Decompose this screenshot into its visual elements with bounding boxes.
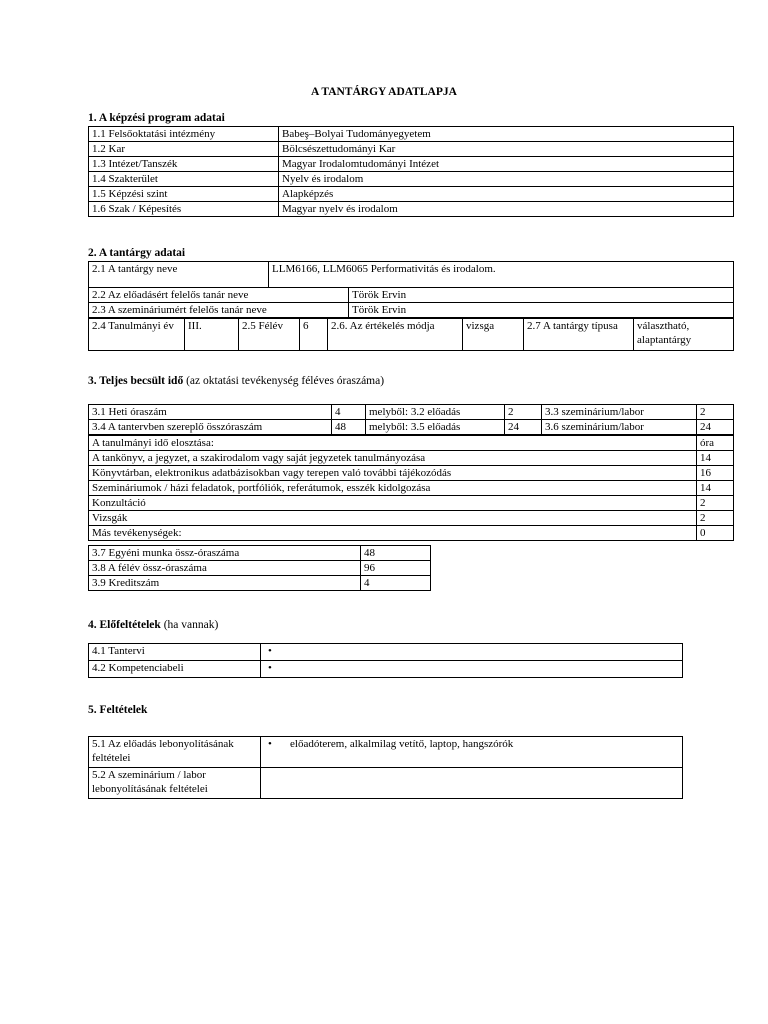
table-row (89, 466, 734, 481)
table-row (89, 288, 734, 303)
seminar-conditions-label: 5.2 A szeminárium / labor lebonyolításának feltételei (89, 768, 261, 799)
section-1-heading: 1. A képzési program adatai (88, 112, 225, 124)
activity-label: A tankönyv, a jegyzet, a szakirodalom vagy saját jegyzetek tanulmányozása (89, 451, 697, 466)
bullet: • (268, 662, 272, 674)
weekly-hours-value: 4 (332, 405, 366, 420)
table-row (89, 172, 734, 187)
lecture-conditions-text: előadóterem, alkalmilag vetítő, laptop, hangszórók (290, 738, 514, 750)
total-seminar-value: 24 (697, 420, 734, 435)
table-row (89, 644, 683, 661)
table-row (89, 576, 431, 591)
cell-label: 1.6 Szak / Képesítés (89, 202, 279, 217)
seminar-lecturer-label: 2.3 A szemináriumért felelős tanár neve (89, 303, 349, 318)
activity-hours: 2 (697, 511, 734, 526)
cell-label: 1.1 Felsőoktatási intézmény (89, 127, 279, 142)
cell-value: Magyar Irodalomtudományi Intézet (279, 157, 734, 172)
table-row (89, 319, 734, 351)
semester-value: 6 (300, 319, 328, 351)
evaluation-value: vizsga (463, 319, 524, 351)
total-lecture-label: melyből: 3.5 előadás (366, 420, 505, 435)
lecturer-value: Török Ervin (349, 288, 734, 303)
distribution-label: A tanulmányi idő elosztása: (89, 436, 697, 451)
table-row (89, 303, 734, 318)
table-row (89, 546, 431, 561)
activity-hours: 2 (697, 496, 734, 511)
activity-label: Szemináriumok / házi feladatok, portfóliók, referátumok, esszék kidolgozása (89, 481, 697, 496)
activity-hours: 14 (697, 451, 734, 466)
table-row (89, 262, 734, 288)
time-distribution-table (88, 435, 734, 541)
table-row (89, 661, 683, 678)
hours-table (88, 404, 734, 435)
weekly-seminar-label: 3.3 szeminárium/labor (542, 405, 697, 420)
section-3-heading: 3. Teljes becsült idő (az oktatási tevékenység féléves óraszáma) (88, 375, 385, 387)
table-row (89, 526, 734, 541)
total-value: 96 (361, 561, 431, 576)
total-value: 48 (361, 546, 431, 561)
document-title: A TANTÁRGY ADATLAPJA (311, 86, 457, 98)
bullet: • (268, 738, 272, 750)
course-name-label: 2.1 A tantárgy neve (89, 262, 269, 288)
total-lecture-value: 24 (505, 420, 542, 435)
total-hours-label: 3.4 A tantervben szereplő összóraszám (89, 420, 332, 435)
table-row (89, 561, 431, 576)
activity-hours: 14 (697, 481, 734, 496)
course-name-table (88, 261, 734, 288)
section-3-heading-note: (az oktatási tevékenység féléves óraszáma) (183, 375, 385, 387)
program-data-table (88, 126, 734, 217)
lecture-conditions-value (261, 737, 683, 768)
table-row (89, 436, 734, 451)
prereq-value (261, 644, 683, 661)
cell-label: 1.4 Szakterület (89, 172, 279, 187)
table-row (89, 481, 734, 496)
evaluation-label: 2.6. Az értékelés módja (328, 319, 463, 351)
semester-label: 2.5 Félév (239, 319, 300, 351)
seminar-conditions-value (261, 768, 683, 799)
weekly-hours-label: 3.1 Heti óraszám (89, 405, 332, 420)
total-value: 4 (361, 576, 431, 591)
section-2-heading: 2. A tantárgy adatai (88, 247, 186, 259)
year-label: 2.4 Tanulmányi év (89, 319, 185, 351)
prereq-value (261, 661, 683, 678)
table-row (89, 496, 734, 511)
cell-label: 1.5 Képzési szint (89, 187, 279, 202)
table-row (89, 405, 734, 420)
table-row (89, 157, 734, 172)
activity-hours: 0 (697, 526, 734, 541)
section-4-heading-note: (ha vannak) (160, 619, 219, 631)
total-label: 3.8 A félév össz-óraszáma (89, 561, 361, 576)
activity-label: Más tevékenységek: (89, 526, 697, 541)
table-row (89, 127, 734, 142)
cell-label: 1.3 Intézet/Tanszék (89, 157, 279, 172)
prereq-label: 4.2 Kompetenciabeli (89, 661, 261, 678)
section-5-heading: 5. Feltételek (88, 704, 148, 716)
table-row (89, 202, 734, 217)
lecturer-label: 2.2 Az előadásért felelős tanár neve (89, 288, 349, 303)
cell-value: Nyelv és irodalom (279, 172, 734, 187)
conditions-table (88, 736, 683, 799)
total-label: 3.7 Egyéni munka össz-óraszáma (89, 546, 361, 561)
cell-value: Magyar nyelv és irodalom (279, 202, 734, 217)
cell-label: 1.2 Kar (89, 142, 279, 157)
lecture-conditions-label: 5.1 Az előadás lebonyolításának feltételei (89, 737, 261, 768)
weekly-lecture-label: melyből: 3.2 előadás (366, 405, 505, 420)
prereq-label: 4.1 Tantervi (89, 644, 261, 661)
weekly-seminar-value: 2 (697, 405, 734, 420)
cell-value: Bölcsészettudományi Kar (279, 142, 734, 157)
activity-label: Vizsgák (89, 511, 697, 526)
total-seminar-label: 3.6 szeminárium/labor (542, 420, 697, 435)
seminar-lecturer-value: Török Ervin (349, 303, 734, 318)
table-row (89, 451, 734, 466)
course-name-value: LLM6166, LLM6065 Performativitás és irodalom. (269, 262, 734, 288)
course-type-value: választható, alaptantárgy (634, 319, 734, 351)
activity-label: Könyvtárban, elektronikus adatbázisokban vagy terepen való további tájékozódás (89, 466, 697, 481)
totals-table (88, 545, 431, 591)
table-row (89, 187, 734, 202)
distribution-unit: óra (697, 436, 734, 451)
course-type-label: 2.7 A tantárgy típusa (524, 319, 634, 351)
table-row (89, 768, 683, 799)
lecturers-table (88, 287, 734, 318)
year-value: III. (185, 319, 239, 351)
table-row (89, 737, 683, 768)
activity-label: Konzultáció (89, 496, 697, 511)
weekly-lecture-value: 2 (505, 405, 542, 420)
cell-value: Babeş–Bolyai Tudományegyetem (279, 127, 734, 142)
table-row (89, 511, 734, 526)
section-4-heading: 4. Előfeltételek (ha vannak) (88, 619, 219, 631)
table-row (89, 142, 734, 157)
total-hours-value: 48 (332, 420, 366, 435)
bullet: • (268, 645, 272, 657)
table-row (89, 420, 734, 435)
total-label: 3.9 Kreditszám (89, 576, 361, 591)
prerequisites-table (88, 643, 683, 678)
activity-hours: 16 (697, 466, 734, 481)
cell-value: Alapképzés (279, 187, 734, 202)
course-details-table (88, 318, 734, 351)
